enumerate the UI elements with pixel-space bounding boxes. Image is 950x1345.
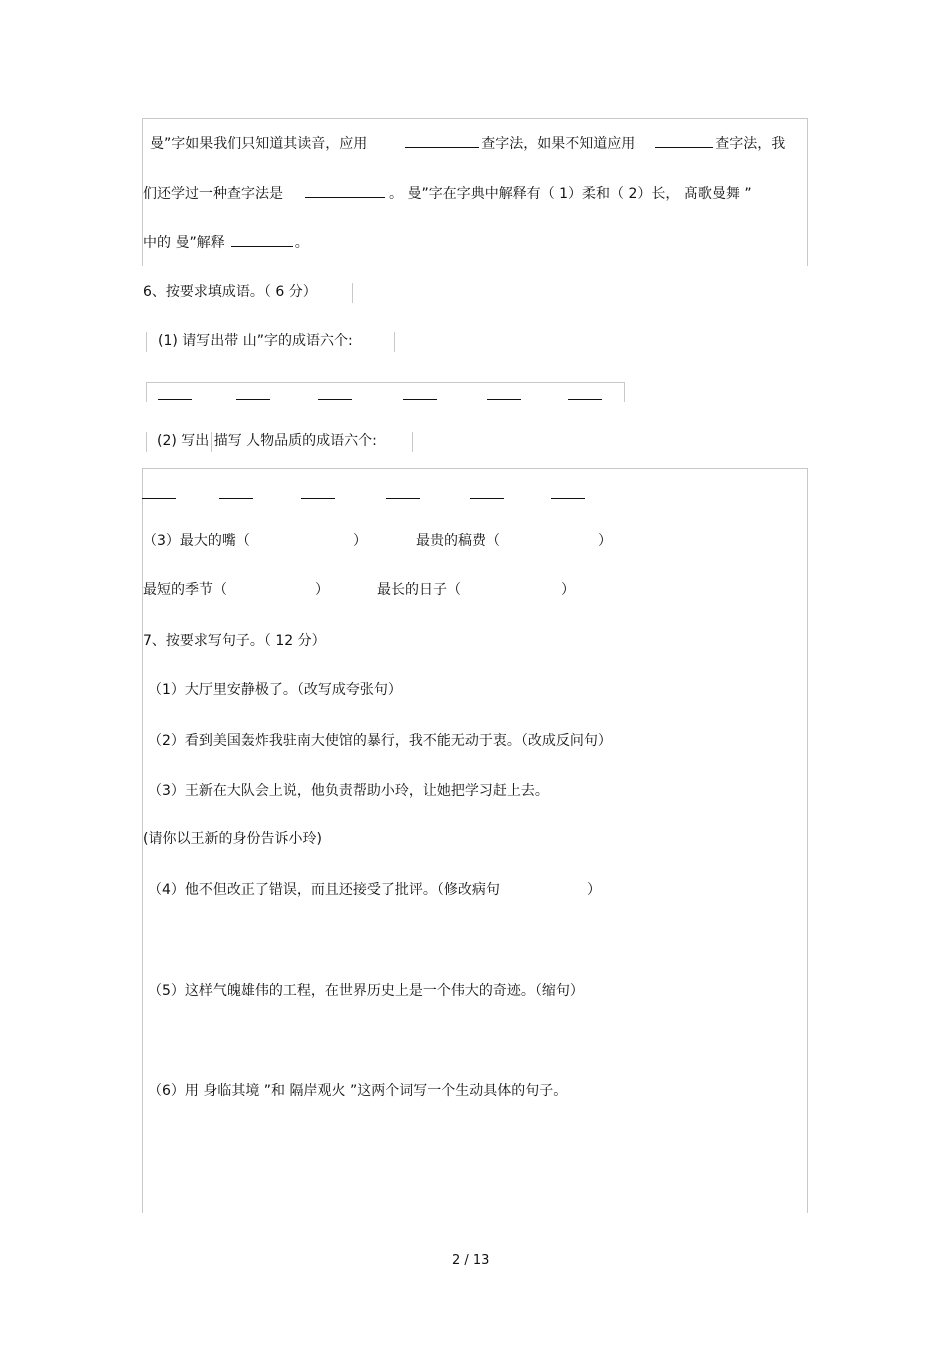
q5-line2-text-a: 们还学过一种查字法是 xyxy=(143,186,283,202)
q6-sub3-c: 最贵的稿费（ xyxy=(416,533,500,549)
q5-line1-text-a: 曼”字如果我们只知道其读音，应用 xyxy=(150,136,368,152)
idiom-blank xyxy=(568,399,602,400)
frame-right-top xyxy=(807,118,808,266)
blank xyxy=(655,133,713,148)
idiom-blank xyxy=(142,498,176,499)
q7-s6: （6）用 身临其境 ”和 隔岸观火 ”这两个词写一个生动具体的句子。 xyxy=(148,1083,568,1099)
idiom-blank xyxy=(487,399,521,400)
q6-sub4-a: 最短的季节（ xyxy=(143,582,227,598)
q7-s4-a: （4）他不但改正了错误，而且还接受了批评。（修改病句 xyxy=(148,882,500,898)
q7-s3: （3）王新在大队会上说，他负责帮助小玲，让她把学习赶上去。 xyxy=(148,783,549,799)
page-number: 2 / 13 xyxy=(452,1253,490,1268)
idiom-blank xyxy=(318,399,352,400)
idiom-blank xyxy=(219,498,253,499)
q6-sub1: (1) 请写出带 山”字的成语六个: xyxy=(158,333,353,349)
q5-line-1 xyxy=(150,133,785,153)
idiom-blank xyxy=(470,498,504,499)
q6-sub3-d: ） xyxy=(598,533,612,549)
q6-sub4-b: ） xyxy=(315,582,329,598)
blank xyxy=(231,232,293,247)
frame-sub1-left xyxy=(146,332,147,352)
frame-sub2-right xyxy=(412,432,413,452)
blank xyxy=(305,183,385,198)
frame-right-bottom xyxy=(807,468,808,1213)
q6-title: 6、按要求填成语。（ 6 分） xyxy=(143,284,317,300)
frame-idioms1-top xyxy=(146,382,625,383)
idiom-blank xyxy=(301,498,335,499)
frame-q6-title-right xyxy=(352,283,353,303)
q6-sub4-c: 最长的日子（ xyxy=(377,582,461,598)
idiom-blank xyxy=(551,498,585,499)
frame-sub1-right xyxy=(394,332,395,352)
frame-top xyxy=(142,118,808,119)
q7-s1: （1）大厅里安静极了。（改写成夸张句） xyxy=(148,682,402,698)
q7-title: 7、按要求写句子。（ 12 分） xyxy=(143,633,326,649)
q6-sub3-b: ） xyxy=(353,533,367,549)
idiom-blank xyxy=(403,399,437,400)
q6-sub3-a: （3）最大的嘴（ xyxy=(143,533,250,549)
q6-sub2: (2) 写出 描写 人物品质的成语六个: xyxy=(157,433,377,449)
q7-s2: （2）看到美国轰炸我驻南大使馆的暴行，我不能无动于衷。（改成反问句） xyxy=(148,733,612,749)
idiom-blank xyxy=(158,399,192,400)
q6-sub4-d: ） xyxy=(561,582,575,598)
idiom-blank xyxy=(386,498,420,499)
q5-line1-text-b: 查字法，如果不知道应用 xyxy=(481,136,636,152)
idiom-blank xyxy=(236,399,270,400)
frame-sub2-left xyxy=(146,432,147,452)
q5-line-3 xyxy=(143,232,309,252)
q5-line3-text-b: 。 xyxy=(294,235,309,251)
frame-bottom-top xyxy=(142,468,808,469)
q7-s5: （5）这样气魄雄伟的工程，在世界历史上是一个伟大的奇迹。（缩句） xyxy=(148,983,584,999)
q7-s3-note: (请你以王新的身份告诉小玲) xyxy=(143,831,322,847)
frame-idioms1-right xyxy=(624,382,625,402)
q5-line1-text-c: 查字法，我 xyxy=(715,136,786,152)
q5-line3-text-a: 中的 曼”解释 xyxy=(143,235,225,251)
frame-idioms1-left xyxy=(146,382,147,402)
q5-line2-text-b: 。 曼”字在字典中解释有（ 1）柔和（ 2）长， 髙歌曼舞 ” xyxy=(389,186,752,202)
q7-s4-b: ） xyxy=(587,882,601,898)
blank xyxy=(405,133,479,148)
q5-line-2 xyxy=(143,183,752,203)
